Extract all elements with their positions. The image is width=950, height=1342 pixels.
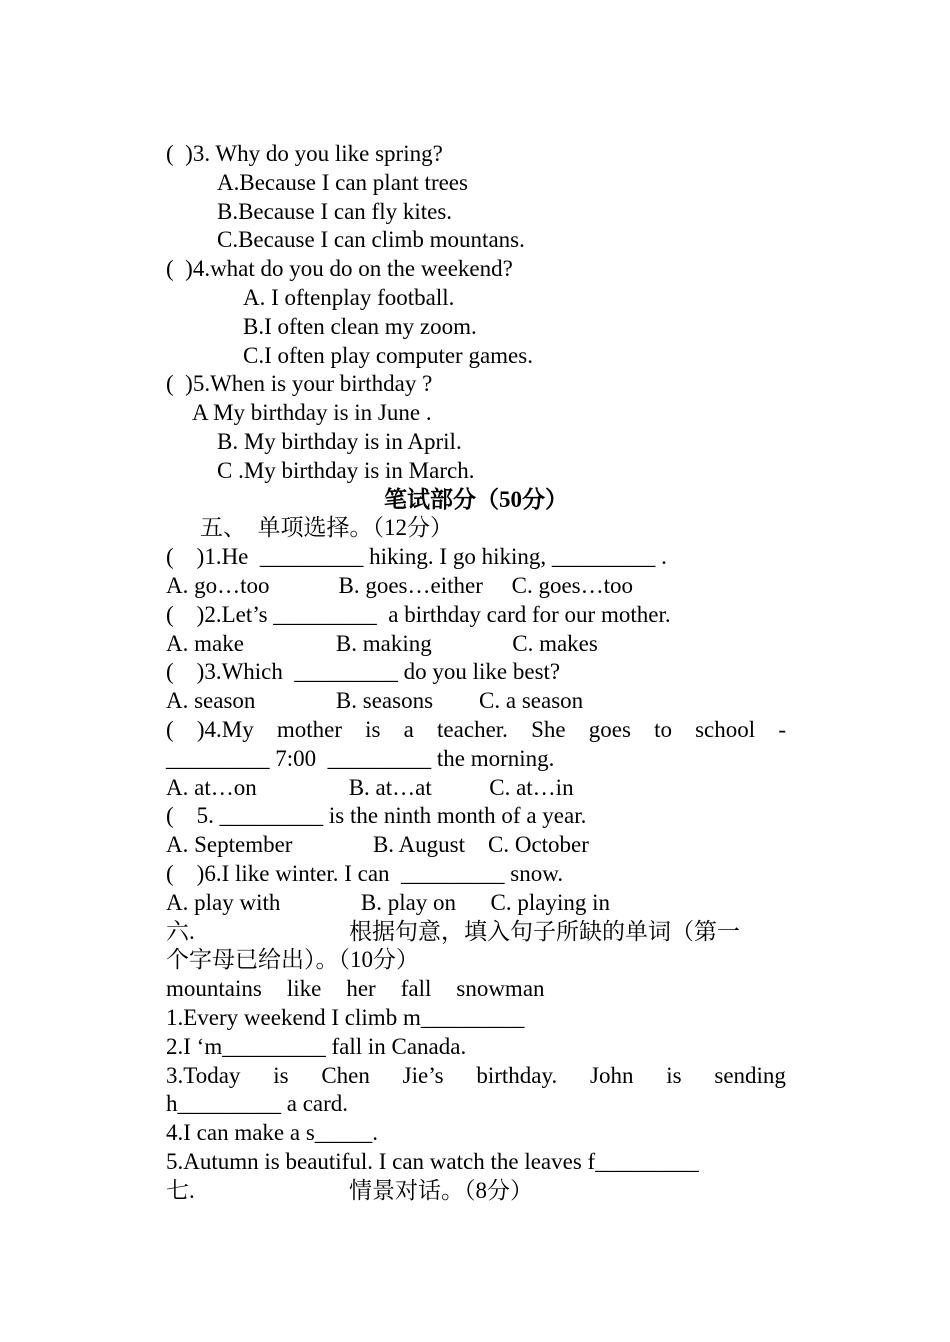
section-7-title [166, 1177, 786, 1206]
word: 3.Today [166, 1062, 241, 1088]
word: goes [588, 716, 631, 742]
word: to [654, 716, 672, 742]
word: birthday. [476, 1062, 558, 1088]
question-4-option-c: C.I often play computer games. [243, 342, 533, 368]
question-5-stem: ( )5.When is your birthday ? [166, 371, 433, 397]
mc-question-2-stem: ( )2.Let’s _________ a birthday card for our mother. [166, 601, 671, 627]
word: mother [276, 716, 343, 742]
word: is [365, 716, 381, 742]
word: Chen [321, 1062, 370, 1088]
question-3-option-b: B.Because I can fly kites. [217, 198, 453, 224]
word: John [590, 1062, 634, 1088]
section-6-number: 六. [166, 918, 195, 944]
section-7-number: 七. [166, 1177, 195, 1203]
word: teacher. [437, 716, 508, 742]
mc-question-6-options: A. play with B. play on C. playing in [166, 889, 611, 915]
word-bank-item: her [346, 976, 376, 1002]
written-section-heading: 笔试部分（50分） [384, 486, 568, 512]
word-bank [166, 975, 786, 1004]
question-4-option-a: A. I oftenplay football. [243, 284, 455, 310]
question-4-option-b: B.I often clean my zoom. [243, 313, 477, 339]
word: - [778, 716, 786, 742]
question-3-option-c: C.Because I can climb mountans. [217, 227, 525, 253]
word: ( [166, 716, 174, 742]
fill-sentence-2: 2.I ‘m_________ fall in Canada. [166, 1033, 467, 1059]
word-bank-item: mountains [166, 976, 262, 1002]
section-5-title: 五、 单项选择。（12分） [200, 515, 453, 541]
mc-question-4-stem-continued: _________ 7:00 _________ the morning. [166, 745, 555, 771]
word-bank-item: snowman [456, 976, 545, 1002]
mc-question-4-stem [166, 716, 786, 745]
mc-question-3-stem: ( )3.Which _________ do you like best? [166, 659, 561, 685]
mc-question-6-stem: ( )6.I like winter. I can _________ snow. [166, 860, 564, 886]
mc-question-2-options: A. make B. making C. makes [166, 630, 598, 656]
fill-sentence-1: 1.Every weekend I climb m_________ [166, 1004, 525, 1030]
word: sending [714, 1062, 786, 1088]
section-6-title-continued: 个字母已给出）。（10分） [166, 947, 419, 973]
section-6-title [166, 918, 786, 947]
fill-sentence-5: 5.Autumn is beautiful. I can watch the leaves f_________ [166, 1148, 699, 1174]
word: school [695, 716, 756, 742]
word: a [403, 716, 414, 742]
question-4-stem: ( )4.what do you do on the weekend? [166, 256, 513, 282]
word-bank-item: fall [400, 976, 432, 1002]
question-5-option-b: B. My birthday is in April. [217, 428, 462, 454]
section-6-title-text: 根据句意，填入句子所缺的单词（第一 [349, 918, 740, 944]
question-3-option-a: A.Because I can plant trees [217, 169, 468, 195]
mc-question-4-options: A. at…on B. at…at C. at…in [166, 774, 574, 800]
mc-question-5-options: A. September B. August C. October [166, 832, 589, 858]
question-3-stem: ( )3. Why do you like spring? [166, 141, 443, 166]
mc-question-3-options: A. season B. seasons C. a season [166, 688, 584, 714]
word: She [531, 716, 566, 742]
word: is [273, 1062, 289, 1088]
mc-question-5-stem: ( 5. _________ is the ninth month of a year. [166, 803, 587, 829]
word: is [666, 1062, 682, 1088]
question-5-option-a: A My birthday is in June . [192, 400, 432, 426]
word-bank-item: like [286, 976, 322, 1002]
section-7-title-text: 情景对话。（8分） [349, 1177, 533, 1203]
word: )4.My [196, 716, 254, 742]
fill-sentence-4: 4.I can make a s_____. [166, 1120, 379, 1146]
question-5-option-c: C .My birthday is in March. [217, 457, 475, 483]
fill-sentence-3 [166, 1062, 786, 1091]
word: Jie’s [402, 1062, 444, 1088]
exam-page [166, 140, 786, 1205]
mc-question-1-options: A. go…too B. goes…either C. goes…too [166, 572, 633, 598]
mc-question-1-stem: ( )1.He _________ hiking. I go hiking, _________ . [166, 544, 667, 570]
fill-sentence-3-continued: h_________ a card. [166, 1091, 349, 1117]
